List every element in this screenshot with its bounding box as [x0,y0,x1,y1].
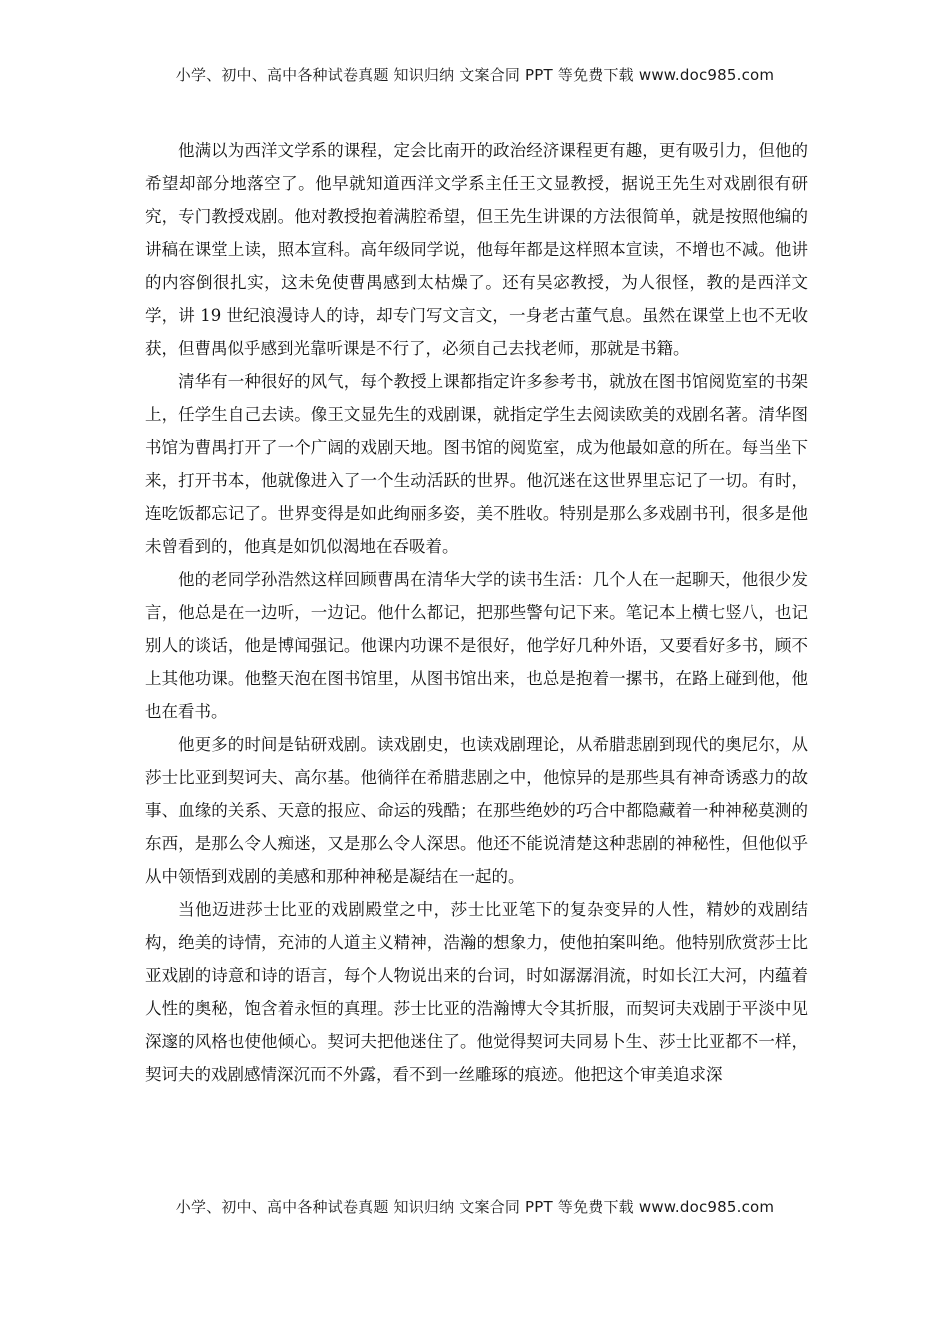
paragraph: 当他迈进莎士比亚的戏剧殿堂之中，莎士比亚笔下的复杂变异的人性，精妙的戏剧结构，绝美的诗情，充沛的人道主义精神，浩瀚的想象力，使他拍案叫绝。他特别欣赏莎士比亚戏剧的诗意和诗的语言，每个人物说出来的台词，时如潺潺涓流，时如长江大河，内蕴着人性的奥秘，饱含着永恒的真理。莎士比亚的浩瀚博大令其折服，而契诃夫戏剧于平淡中见深邃的风格也使他倾心。契诃夫把他迷住了。他觉得契诃夫同易卜生、莎士比亚都不一样，契诃夫的戏剧感情深沉而不外露，看不到一丝雕琢的痕迹。他把这个审美追求深 [145,900,808,1084]
paragraph: 他更多的时间是钻研戏剧。读戏剧史，也读戏剧理论，从希腊悲剧到现代的奥尼尔，从莎士比亚到契诃夫、高尔基。他徜徉在希腊悲剧之中，他惊异的是那些具有神奇诱惑力的故事、血缘的关系、天意的报应、命运的残酷；在那些绝妙的巧合中都隐藏着一种神秘莫测的东西，是那么令人痴迷，又是那么令人深思。他还不能说清楚这种悲剧的神秘性，但他似乎从中领悟到戏剧的美感和那种神秘是凝结在一起的。 [145,735,808,886]
article-body [145,134,808,1091]
paragraph: 他满以为西洋文学系的课程，定会比南开的政治经济课程更有趣，更有吸引力，但他的希望却部分地落空了。他早就知道西洋文学系主任王文显教授，据说王先生对戏剧很有研究，专门教授戏剧。他对教授抱着满腔希望，但王先生讲课的方法很简单，就是按照他编的讲稿在课堂上读，照本宣科。高年级同学说，他每年都是这样照本宣读，不增也不减。他讲的内容倒很扎实，这未免使曹禺感到太枯燥了。还有吴宓教授，为人很怪，教的是西洋文学，讲 19 世纪浪漫诗人的诗，却专门写文言文，一身老古董气息。虽然在课堂上也不无收获，但曹禺似乎感到光靠听课是不行了，必须自己去找老师，那就是书籍。 [145,141,808,358]
page-footer: 小学、初中、高中各种试卷真题 知识归纳 文案合同 PPT 等免费下载 www.doc985.com [175,1198,775,1216]
paragraph: 他的老同学孙浩然这样回顾曹禺在清华大学的读书生活：几个人在一起聊天，他很少发言，他总是在一边听，一边记。他什么都记，把那些警句记下来。笔记本上横七竖八，也记别人的谈话，他是博闻强记。他课内功课不是很好，他学好几种外语，又要看好多书，顾不上其他功课。他整天泡在图书馆里，从图书馆出来，也总是抱着一摞书，在路上碰到他，他也在看书。 [145,570,808,721]
page-header: 小学、初中、高中各种试卷真题 知识归纳 文案合同 PPT 等免费下载 www.doc985.com [175,66,775,84]
paragraph: 清华有一种很好的风气，每个教授上课都指定许多参考书，就放在图书馆阅览室的书架上，任学生自己去读。像王文显先生的戏剧课，就指定学生去阅读欧美的戏剧名著。清华图书馆为曹禺打开了一个广阔的戏剧天地。图书馆的阅览室，成为他最如意的所在。每当坐下来，打开书本，他就像进入了一个生动活跃的世界。他沉迷在这世界里忘记了一切。有时，连吃饭都忘记了。世界变得是如此绚丽多姿，美不胜收。特别是那么多戏剧书刊，很多是他未曾看到的，他真是如饥似渴地在吞吸着。 [145,372,808,556]
